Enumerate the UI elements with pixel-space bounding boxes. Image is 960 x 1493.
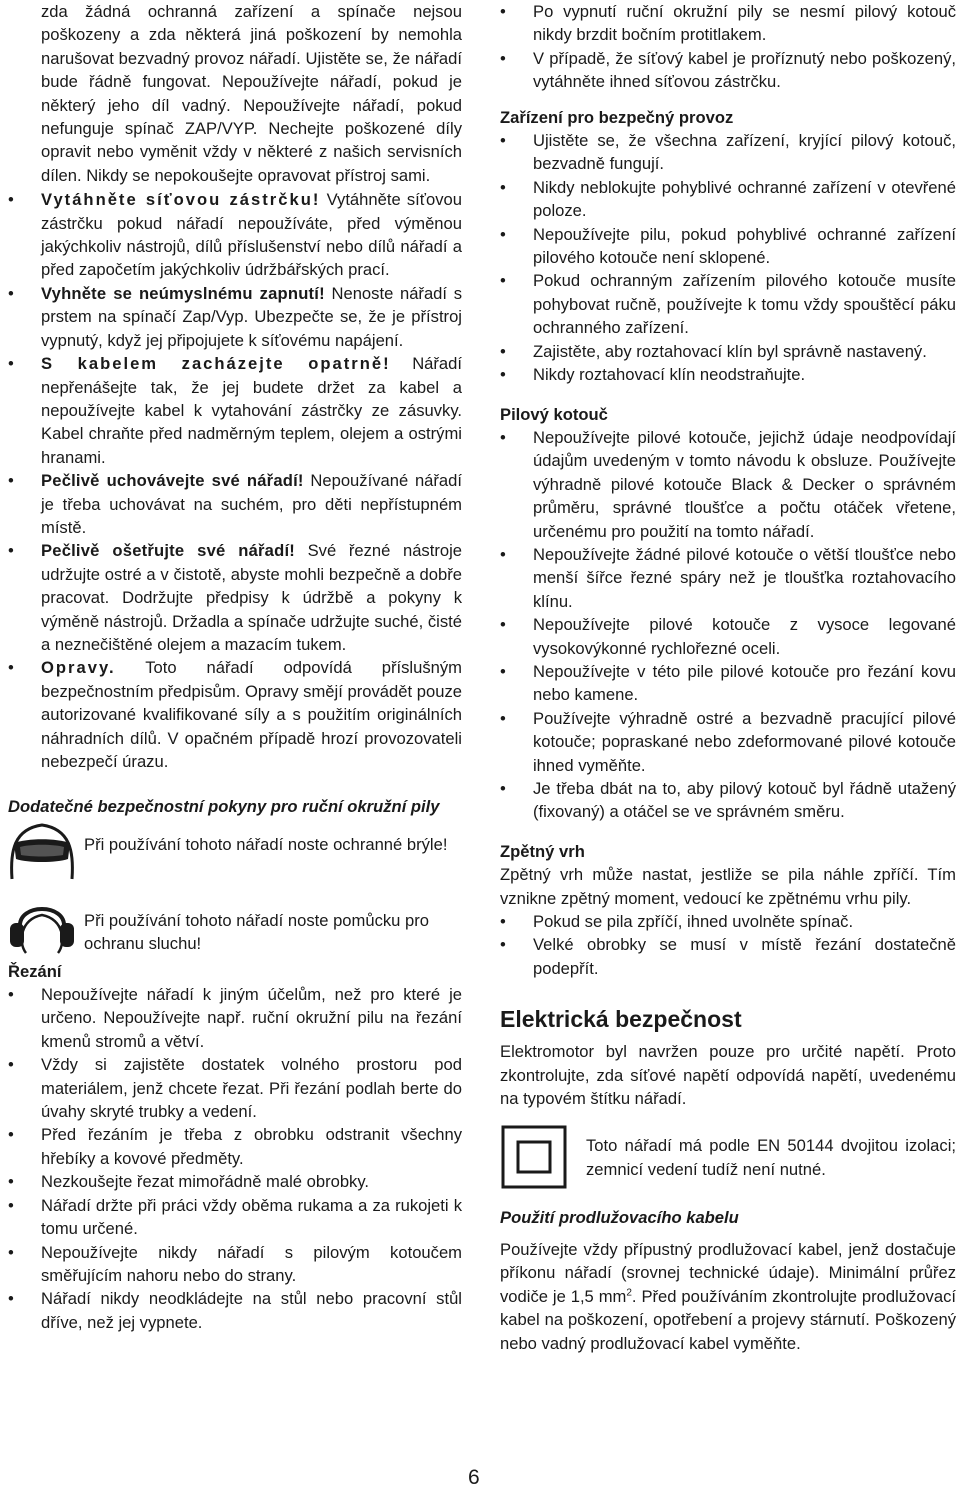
list-item: • Nepoužívejte nářadí k jiným účelům, než pro které je určeno. Nepoužívejte např. ruční okružní pilu na řezání kmenů stromů a větví.: [8, 983, 462, 1053]
extension-cable-text: Používejte vždy přípustný prodlužovací kabel, jenž dostačuje příkonu nářadí (srovnej technické údaje). Minimální průřez vodiče je 1,5 $mm^2$. Před používáním zkontrolujte prodlužovací kabel na poškození, opotřebení a projevy stárnutí. Poškozený nebo vadný prodlužovací kabel vyměňte.: [500, 1239, 956, 1353]
list-item: • Nikdy roztahovací klín neodstraňujte.: [500, 363, 956, 386]
list-item: • Velké obrobky se musí v místě řezání dostatečně podepřít.: [500, 933, 956, 980]
blade-heading: Pilový kotouč: [500, 404, 608, 424]
blade-list: [500, 426, 956, 824]
list-item: • Vytáhněte síťovou zástrčku! Vytáhněte síťovou zástrčku pokud nářadí nepoužíváte, před výměnou jakýchkoliv nástrojů, dílů příslušenství nebo dílů nářadí a před započetím jakýchkoliv údržbářských prací.: [8, 188, 462, 282]
saw-use-list: [500, 0, 956, 94]
list-item: • Nikdy neblokujte pohyblivé ochranné zařízení v otevřené poloze.: [500, 176, 956, 223]
list-item: zda žádná ochranná zařízení a spínače nejsou poškozeny a zda některá jiná poškození by nemohla narušovat bezvadný provoz nářadí. Ujistěte se, že nářadí bude řádně fungovat. Nepoužívejte nářadí, pokud je některý jeho díl vadný. Nepoužívejte nářadí, pokud nefunguje spínač ZAP/VYP. Nechejte poškozené díly opravit nebo vyměnit vždy v některé z našich servisních dílen. Nikdy se nepokoušejte opravovat přístroj sami.: [41, 2, 462, 185]
list-item: • S kabelem zacházejte opatrně! Nářadí nepřenášejte tak, že jej budete držet za kabel a nepoužívejte kabel k vytahování zástrčky ze zásuvky. Kabel chraňte před nadměrným teplem, olejem a ostrými hranami.: [8, 352, 462, 469]
goggles-notice: [8, 821, 462, 883]
kickback-heading: Zpětný vrh: [500, 841, 585, 861]
list-item-lead: Pečlivě uchovávejte své nářadí!: [41, 471, 304, 491]
list-item: • Vždy si zajistěte dostatek volného prostoru pod materiálem, jenž chcete řezat. Při řezání podlah berte do úvahy skryté trubky a vedení.: [8, 1053, 462, 1123]
list-item: • Ujistěte se, že všechna zařízení, kryjící pilový kotouč, bezvadně fungují.: [500, 129, 956, 176]
list-item-lead: Vytáhněte síťovou zástrčku!: [41, 190, 321, 210]
list-item: • Nepoužívejte žádné pilové kotouče o větší tloušťce nebo menší šířce řezné spáry než je tloušťka roztahovacího klínu.: [500, 543, 956, 613]
list-item: • Nepoužívejte pilové kotouče, jejichž údaje neodpovídají údajům uvedeným v tomto návodu k obsluze. Používejte výhradně pilové kotouče Black & Decker o správném průměru, správné tloušťce a počtu otáček vřetene, určenému pro použití na tomto nářadí.: [500, 426, 956, 543]
ear-protection-icon: [8, 893, 76, 955]
ear-protection-notice: [8, 893, 462, 956]
list-item: • Je třeba dbát na to, aby pilový kotouč byl řádně utažený (fixovaný) a otáčel se ve správném směru.: [500, 777, 956, 824]
list-item: • Opravy. Toto nářadí odpovídá příslušným bezpečnostním předpisům. Opravy smějí provádět pouze autorizované kvalifikované síly a s použitím originálních náhradních dílů. V opačném případě hrozí provozovateli nebezpečí úrazu.: [8, 656, 462, 773]
ear-protection-text: Při používání tohoto nářadí noste pomůcku pro ochranu sluchu!: [84, 910, 429, 954]
list-item: • Nepoužívejte nikdy nářadí s pilovým kotoučem směřujícím nahoru nebo do strany.: [8, 1241, 462, 1288]
goggles-text: Při používání tohoto nářadí noste ochranné brýle!: [84, 834, 448, 854]
electrical-safety-text: Elektromotor byl navržen pouze pro určité napětí. Proto zkontrolujte, zda síťové napětí odpovídá napětí, uvedenému na typovém štítku nářadí.: [500, 1042, 956, 1109]
list-item: • Po vypnutí ruční okružní pily se nesmí pilový kotouč nikdy brzdit bočním protitlakem.: [500, 0, 956, 47]
kickback-list: [500, 910, 956, 980]
cutting-list: [8, 983, 462, 1334]
page-number: 6: [468, 1466, 480, 1489]
list-item: • Nářadí nikdy neodkládejte na stůl nebo pracovní stůl dříve, než jej vypnete.: [8, 1287, 462, 1334]
cutting-heading: Řezání: [8, 961, 62, 981]
list-item: • Pečlivě ošetřujte své nářadí! Své řezné nástroje udržujte ostré a v čistotě, abyste mohli bezpečně a dobře pracovat. Dodržujte předpisy k údržbě a pokyny k výměně nástrojů. Držadla a spínače udržujte suché, čisté a neznečištěné olejem a mazacím tukem.: [8, 539, 462, 656]
safety-goggles-icon: [8, 821, 76, 883]
double-insulation-icon: [500, 1124, 568, 1190]
list-item: • Nepoužívejte pilu, pokud pohyblivé ochranné zařízení pilového kotouče není sklopené.: [500, 223, 956, 270]
right-column: [500, 0, 956, 1355]
list-item: • Zajistěte, aby roztahovací klín byl správně nastavený.: [500, 340, 956, 363]
list-item: • V případě, že síťový kabel je proříznutý nebo poškozený, vytáhněte ihned síťovou zástrčku.: [500, 47, 956, 94]
guards-heading: Zařízení pro bezpečný provoz: [500, 107, 734, 127]
list-item: • Pokud se pila zpříčí, ihned uvolněte spínač.: [500, 910, 956, 933]
guards-list: [500, 129, 956, 386]
list-item: • Pečlivě uchovávejte své nářadí! Nepoužívané nářadí je třeba uchovávat na suchém, pro děti nepřístupném místě.: [8, 469, 462, 539]
list-item: • Nezkoušejte řezat mimořádně malé obrobky.: [8, 1170, 462, 1193]
list-item-lead: S kabelem zacházejte opatrně!: [41, 354, 391, 374]
list-item: • Nepoužívejte pilové kotouče z vysoce legované vysokovýkonné rychlořezné oceli.: [500, 613, 956, 660]
kickback-text: Zpětný vrh může nastat, jestliže se pila náhle zpříčí. Tím vznikne zpětný moment, vedoucí ke zpětnému vrhu pily.: [500, 865, 956, 908]
list-item: • Nepoužívejte v této pile pilové kotouče pro řezání kovu nebo kamene.: [500, 660, 956, 707]
list-item: • Používejte výhradně ostré a bezvadně pracující pilové kotouče; popraskané nebo zdeformované pilové kotouče ihned vyměňte.: [500, 707, 956, 777]
double-insulation-text: Toto nářadí má podle EN 50144 dvojitou izolaci; zemnicí vedení tudíž není nutné.: [586, 1136, 956, 1179]
left-column: [8, 0, 462, 1334]
list-item-lead: Pečlivě ošetřujte své nářadí!: [41, 541, 295, 561]
list-item: • Pokud ochranným zařízením pilového kotouče musíte pohybovat ručně, používejte k tomu vždy spouštěcí páku ochranného zařízení.: [500, 269, 956, 339]
list-item: • Před řezáním je třeba z obrobku odstranit všechny hřebíky a kovové předměty.: [8, 1123, 462, 1170]
list-item: • Nářadí držte při práci vždy oběma rukama a za rukojeti k tomu určené.: [8, 1194, 462, 1241]
circular-saw-heading: Dodatečné bezpečnostní pokyny pro ruční okružní pily: [8, 797, 440, 817]
list-item-lead: Opravy.: [41, 658, 116, 678]
list-item-lead: Vyhněte se neúmyslnému zapnutí!: [41, 283, 325, 303]
electrical-safety-heading: Elektrická bezpečnost: [500, 1006, 742, 1033]
list-item: • Vyhněte se neúmyslnému zapnutí! Nenoste nářadí s prstem na spínačí Zap/Vyp. Ubezpečte se, že je přístroj vypnutý, když jej připojujete k síťovému napájení.: [8, 282, 462, 352]
general-safety-list: [8, 0, 462, 773]
double-insulation-notice: [500, 1124, 956, 1190]
extension-cable-heading: Použití prodlužovacího kabelu: [500, 1208, 739, 1228]
